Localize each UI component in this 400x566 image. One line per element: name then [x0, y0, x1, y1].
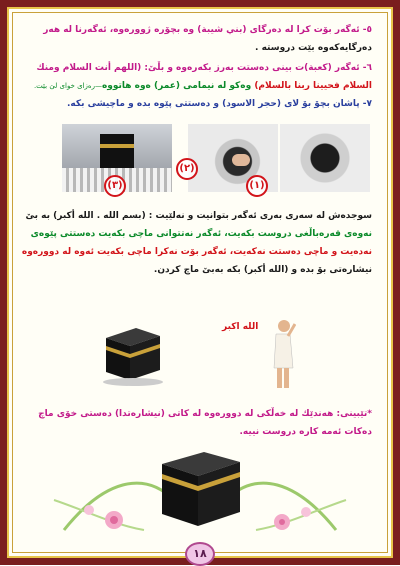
prostrate-line1: سوجدەش لە سەری بەری ئەگەر بتوانیت و نەلێیت : (بسم الله . الله أكبر) بە بێ: [25, 211, 372, 221]
prostrate-line4: نیشارەتی بۆ بدە و (الله أكبر) بكە بەبێ ماچ كردن.: [153, 265, 372, 275]
prostrate-line3: نەدەیت و ماچی دەستت نەكەیت، ئەگەر بۆت نەكرا ماچی بكەیت ئەوە لە دوورەوە: [21, 247, 372, 257]
pilgrim-figure: [266, 318, 296, 390]
para7-line1: ٧- پاشان بچۆ بۆ لای (حجر الاسود) و دەستتی پێوە بدە و ماچیشی بكە.: [66, 99, 372, 109]
page-number: ١٨: [185, 542, 215, 566]
allahu-akbar-label: الله اكبر: [222, 322, 259, 332]
photo-number-3: (٣): [104, 175, 126, 197]
para5-line2: دەرگایەكەوە بێت دروستە .: [255, 43, 372, 53]
prostrate-line2: نەوەی قەرەباڵغی دروست بكەیت، ئەگەر نەتتوانی ماچی بكەیت دەستتی پێوەی: [30, 229, 372, 239]
para6-line1: ٦- ئەگەر (كعبة)ت بینی دەستت بەرز بكەرەوە و بڵێ: (اللهم أنت السلام ومنك: [36, 63, 372, 73]
decorative-kaaba-floral: [44, 440, 356, 540]
para5-line1: ٥- ئەگەر بۆت كرا لە دەرگای (بني شيبة) وە بچۆرە ژوورەوە، ئەگەرنا لە هەر: [43, 25, 372, 35]
note-line2: دەكات ئەمە كارە دروست نییە.: [239, 427, 372, 437]
photo-number-2: (٢): [176, 158, 198, 180]
photo-number-1: (١): [246, 175, 268, 197]
note-line1: *تێبینی: هەندێك لە خەڵكی لە دوورەوە لە كاتی (نیشارەتدا) دەستی خۆی ماچ: [38, 409, 372, 419]
para6-line2: السلام فحيينا ربنا بالسلام) وەكو لە نيمامى (عمر) ەوە هاتووە—رەزای خوای لێ بێت.: [33, 81, 372, 91]
kaaba-illustration: [98, 318, 168, 388]
photo-black-stone: [280, 124, 370, 192]
